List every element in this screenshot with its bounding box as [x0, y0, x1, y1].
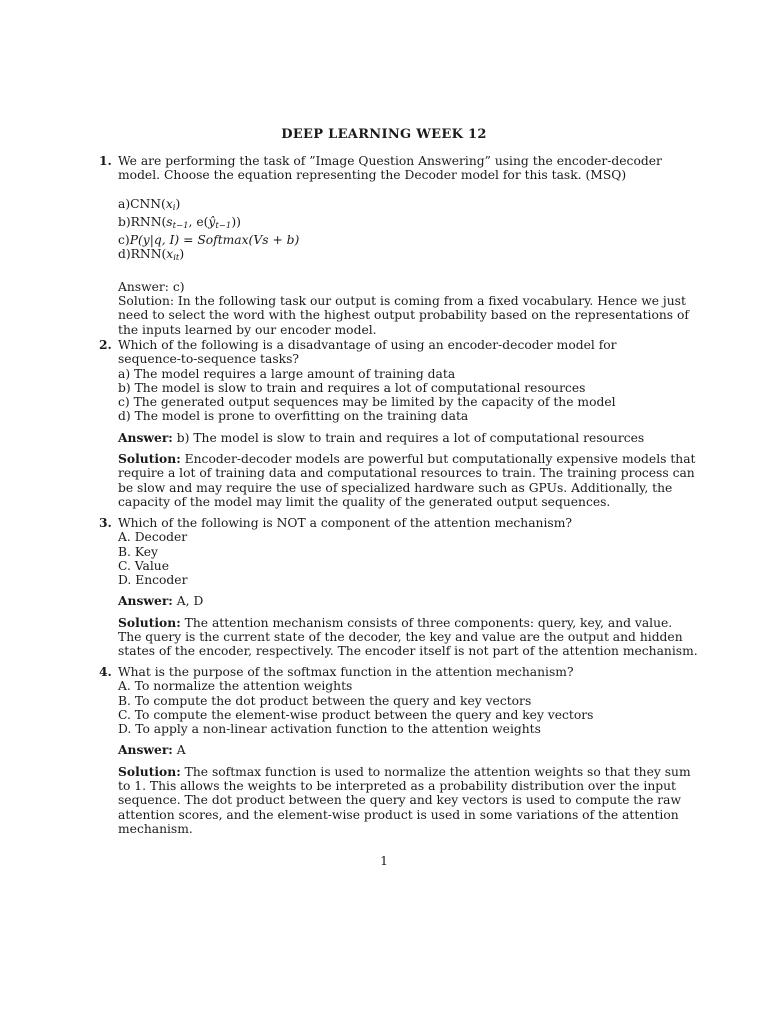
- option-b: $b)RNN(s_{t-1}$, $e(ŷ_{t-1})$): [118, 214, 241, 231]
- option-c: c) The generated output sequences may be limited by the capacity of the model: [118, 395, 616, 410]
- solution-text: require a lot of training data and computational resources to train. The training process can: [118, 466, 695, 481]
- answer-label: Answer:: [118, 429, 173, 445]
- option-a: $a)CNN(x_i)$: [118, 196, 181, 213]
- question-1: [99, 153, 689, 337]
- question-text: Which of the following is NOT a component of the attention mechanism?: [118, 516, 572, 530]
- solution-text: mechanism.: [118, 821, 193, 836]
- question-number: 2.: [99, 337, 112, 352]
- solution-text: Solution: The softmax function is used to normalize the attention weights so that they sum: [118, 763, 691, 779]
- solution-text: Solution: In the following task our output is coming from a fixed vocabulary. Hence we just: [118, 294, 686, 309]
- question-text: sequence-to-sequence tasks?: [118, 352, 299, 367]
- solution-label: Solution:: [118, 614, 181, 630]
- option-c: C. Value: [118, 558, 170, 573]
- solution-text: need to select the word with the highest output probability based on the representations of: [118, 308, 689, 323]
- option-c: c)P(y|q, I) = Softmax(Vs + b): [118, 233, 300, 248]
- option-d: D. Encoder: [118, 573, 188, 588]
- solution-text: states of the encoder, respectively. The encoder itself is not part of the attention mechanism.: [118, 644, 698, 659]
- question-4: [99, 664, 691, 836]
- solution-text: to 1. This allows the weights to be interpreted as a probability distribution over the input: [118, 779, 676, 794]
- solution-label: Solution:: [118, 763, 181, 779]
- solution-text: sequence. The dot product between the query and key vectors is used to compute the raw: [118, 793, 682, 808]
- solution-text: Solution: Encoder-decoder models are powerful but computationally expensive models that: [118, 451, 696, 467]
- option-d: d) The model is prone to overfitting on the training data: [118, 409, 469, 424]
- answer-label: Answer:: [118, 593, 173, 609]
- question-3: [99, 515, 698, 659]
- page-title: DEEP LEARNING WEEK 12: [281, 127, 487, 142]
- question-number: 4.: [99, 664, 112, 679]
- solution-text: Solution: The attention mechanism consists of three components: query, key, and value.: [118, 614, 673, 630]
- question-text: What is the purpose of the softmax function in the attention mechanism?: [118, 665, 574, 679]
- answer: Answer: b) The model is slow to train and requires a lot of computational resources: [118, 429, 645, 445]
- answer: Answer: A, D: [118, 593, 204, 609]
- option-c: C. To compute the element-wise product between the query and key vectors: [118, 707, 594, 722]
- option-a: A. To normalize the attention weights: [118, 679, 353, 694]
- option-a: a) The model requires a large amount of training data: [118, 366, 456, 381]
- option-b: b) The model is slow to train and requires a lot of computational resources: [118, 380, 586, 395]
- answer: Answer: c): [118, 279, 185, 294]
- solution-text: be slow and may require the use of specialized hardware such as GPUs. Additionally, the: [118, 480, 673, 495]
- solution-label: Solution:: [118, 451, 181, 467]
- answer: Answer: A: [118, 742, 186, 758]
- question-number: 1.: [99, 153, 112, 168]
- question-2: [99, 337, 696, 509]
- solution-text: attention scores, and the element-wise product is used in some variations of the attention: [118, 807, 679, 822]
- solution-text: capacity of the model may limit the quality of the generated output sequences.: [118, 494, 611, 509]
- solution-text: The query is the current state of the decoder, the key and value are the output and hidden: [118, 630, 683, 645]
- option-a: A. Decoder: [118, 530, 188, 545]
- question-text: model. Choose the equation representing the Decoder model for this task. (MSQ): [118, 168, 627, 183]
- question-text: Which of the following is a disadvantage of using an encoder-decoder model for: [118, 338, 617, 352]
- option-b: B. Key: [118, 544, 158, 559]
- page-number: 1: [380, 854, 388, 868]
- option-b: B. To compute the dot product between the query and key vectors: [118, 693, 532, 708]
- option-d: $d)RNN(x_{it})$: [118, 247, 185, 264]
- option-d: D. To apply a non-linear activation function to the attention weights: [118, 722, 541, 737]
- solution-text: the inputs learned by our encoder model.: [118, 322, 377, 337]
- answer-label: Answer:: [118, 742, 173, 758]
- question-text: We are performing the task of ”Image Question Answering” using the encoder-decoder: [118, 154, 662, 168]
- question-number: 3.: [99, 515, 112, 530]
